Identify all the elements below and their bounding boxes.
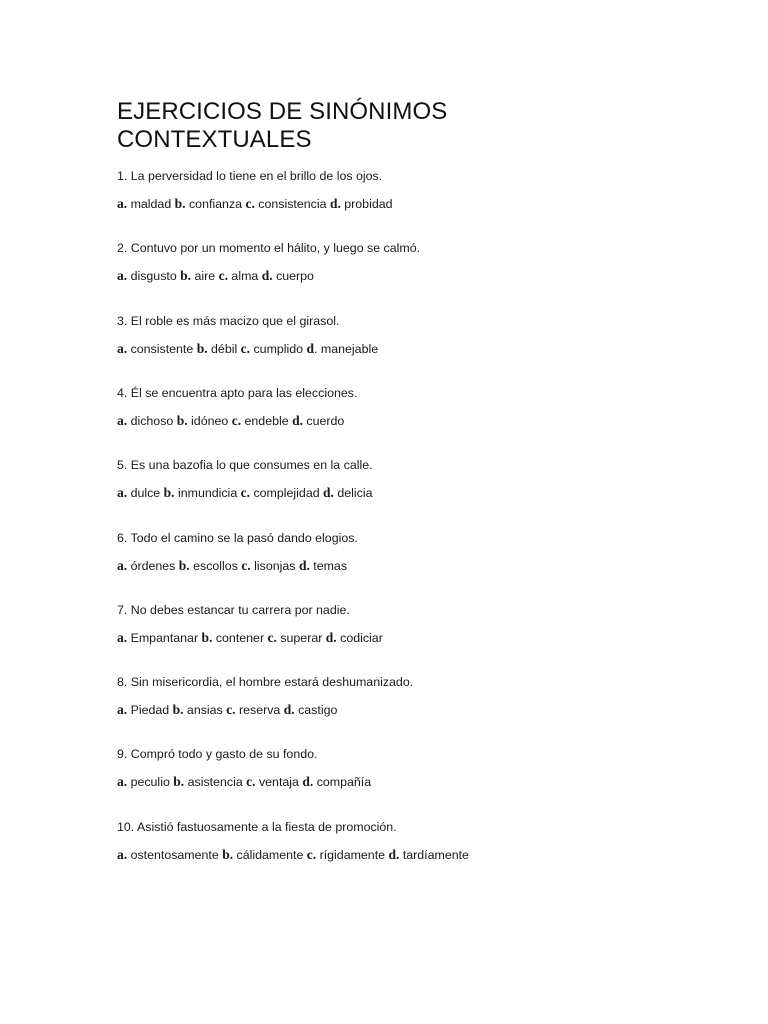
option-text: aire bbox=[191, 269, 219, 283]
option-letter: d bbox=[306, 341, 315, 356]
option-letter: d. bbox=[302, 774, 314, 789]
option-letter: c. bbox=[218, 268, 228, 283]
option-letter: d. bbox=[261, 268, 273, 283]
option-text: débil bbox=[207, 342, 241, 356]
option-letter: b. bbox=[196, 341, 208, 356]
option-text: consistente bbox=[127, 342, 197, 356]
option-text: órdenes bbox=[127, 559, 179, 573]
answer-options bbox=[117, 630, 383, 646]
option-letter: d. bbox=[323, 485, 334, 500]
option-letter: a. bbox=[117, 847, 128, 862]
answer-options bbox=[117, 268, 314, 284]
question-text: 3. El roble es más macizo que el girasol. bbox=[117, 314, 340, 328]
option-letter: d. bbox=[292, 413, 303, 428]
option-text: tardíamente bbox=[399, 848, 469, 862]
option-letter: d. bbox=[298, 558, 310, 573]
option-letter: d. bbox=[283, 702, 295, 717]
option-text: inmundicia bbox=[174, 486, 241, 500]
option-text: ansias bbox=[183, 703, 227, 717]
option-text: peculio bbox=[127, 775, 174, 789]
option-letter: a. bbox=[117, 196, 128, 211]
question-text: 5. Es una bazofia lo que consumes en la calle. bbox=[117, 458, 373, 472]
option-text: cuerdo bbox=[302, 414, 345, 428]
answer-options bbox=[117, 558, 347, 574]
option-text: dichoso bbox=[127, 414, 177, 428]
option-letter: a. bbox=[117, 558, 128, 573]
option-letter: d. bbox=[388, 847, 400, 862]
document-title bbox=[117, 98, 447, 154]
option-letter: c. bbox=[246, 774, 256, 789]
option-letter: b. bbox=[172, 702, 184, 717]
option-letter: a. bbox=[117, 702, 128, 717]
option-letter: d. bbox=[325, 630, 337, 645]
question-text: 6. Todo el camino se la pasó dando elogios. bbox=[117, 531, 358, 545]
option-letter: c. bbox=[240, 341, 251, 356]
question-text: 8. Sin misericordia, el hombre estará deshumanizado. bbox=[117, 675, 414, 689]
option-text: complejidad bbox=[250, 486, 324, 500]
option-text: dulce bbox=[127, 486, 164, 500]
option-letter: d. bbox=[329, 196, 341, 211]
option-letter: a. bbox=[117, 630, 128, 645]
option-letter: b. bbox=[176, 413, 188, 428]
answer-options bbox=[117, 341, 378, 357]
option-letter: b. bbox=[222, 847, 234, 862]
title-line-1: EJERCICIOS DE SINÓNIMOS bbox=[117, 98, 448, 125]
option-letter: b. bbox=[173, 774, 185, 789]
option-letter: c. bbox=[245, 196, 255, 211]
option-text: asistencia bbox=[184, 775, 247, 789]
option-text: cálidamente bbox=[233, 848, 307, 862]
option-text: temas bbox=[309, 559, 348, 573]
question-text: 10. Asistió fastuosamente a la fiesta de promoción. bbox=[117, 820, 397, 834]
option-text: alma bbox=[227, 269, 262, 283]
answer-options bbox=[117, 847, 469, 863]
question-text: 7. No debes estancar tu carrera por nadie. bbox=[117, 603, 350, 617]
option-letter: a. bbox=[117, 485, 128, 500]
option-text: probidad bbox=[340, 197, 393, 211]
answer-options bbox=[117, 774, 371, 790]
option-letter: c. bbox=[241, 558, 251, 573]
option-text: lisonjas bbox=[250, 559, 299, 573]
answer-options bbox=[117, 485, 373, 501]
answer-options bbox=[117, 196, 393, 212]
option-text: delicia bbox=[333, 486, 373, 500]
option-text: codiciar bbox=[336, 631, 383, 645]
answer-options bbox=[117, 702, 337, 718]
option-text: rígidamente bbox=[316, 848, 389, 862]
option-text: compañía bbox=[313, 775, 372, 789]
option-letter: c. bbox=[267, 630, 277, 645]
option-text: consistencia bbox=[254, 197, 330, 211]
option-letter: c. bbox=[226, 702, 236, 717]
option-letter: b. bbox=[178, 558, 190, 573]
option-text: disgusto bbox=[127, 269, 181, 283]
option-text: escollos bbox=[189, 559, 242, 573]
option-letter: a. bbox=[117, 413, 128, 428]
option-text: Empantanar bbox=[127, 631, 202, 645]
title-line-2: CONTEXTUALES bbox=[117, 126, 312, 153]
option-text: cumplido bbox=[250, 342, 307, 356]
option-text: idóneo bbox=[187, 414, 232, 428]
question-text: 2. Contuvo por un momento el hálito, y luego se calmó. bbox=[117, 241, 421, 255]
option-text: contener bbox=[212, 631, 268, 645]
answer-options bbox=[117, 413, 344, 429]
option-text: superar bbox=[276, 631, 326, 645]
option-letter: a. bbox=[117, 774, 128, 789]
option-letter: b. bbox=[201, 630, 213, 645]
option-text: . manejable bbox=[314, 342, 379, 356]
option-text: confianza bbox=[185, 197, 246, 211]
option-text: Piedad bbox=[127, 703, 173, 717]
option-text: castigo bbox=[294, 703, 338, 717]
question-text: 1. La perversidad lo tiene en el brillo de los ojos. bbox=[117, 169, 383, 183]
option-letter: a. bbox=[117, 268, 128, 283]
option-letter: b. bbox=[180, 268, 192, 283]
option-text: cuerpo bbox=[272, 269, 314, 283]
option-letter: b. bbox=[174, 196, 186, 211]
option-letter: c. bbox=[306, 847, 317, 862]
option-letter: b. bbox=[163, 485, 175, 500]
question-text: 9. Compró todo y gasto de su fondo. bbox=[117, 747, 318, 761]
question-text: 4. Él se encuentra apto para las elecciones. bbox=[117, 386, 358, 400]
option-letter: c. bbox=[240, 485, 251, 500]
option-letter: c. bbox=[231, 413, 242, 428]
option-text: ventaja bbox=[255, 775, 303, 789]
option-text: ostentosamente bbox=[127, 848, 223, 862]
option-text: reserva bbox=[235, 703, 284, 717]
option-letter: a. bbox=[117, 341, 128, 356]
option-text: endeble bbox=[241, 414, 293, 428]
option-text: maldad bbox=[127, 197, 175, 211]
